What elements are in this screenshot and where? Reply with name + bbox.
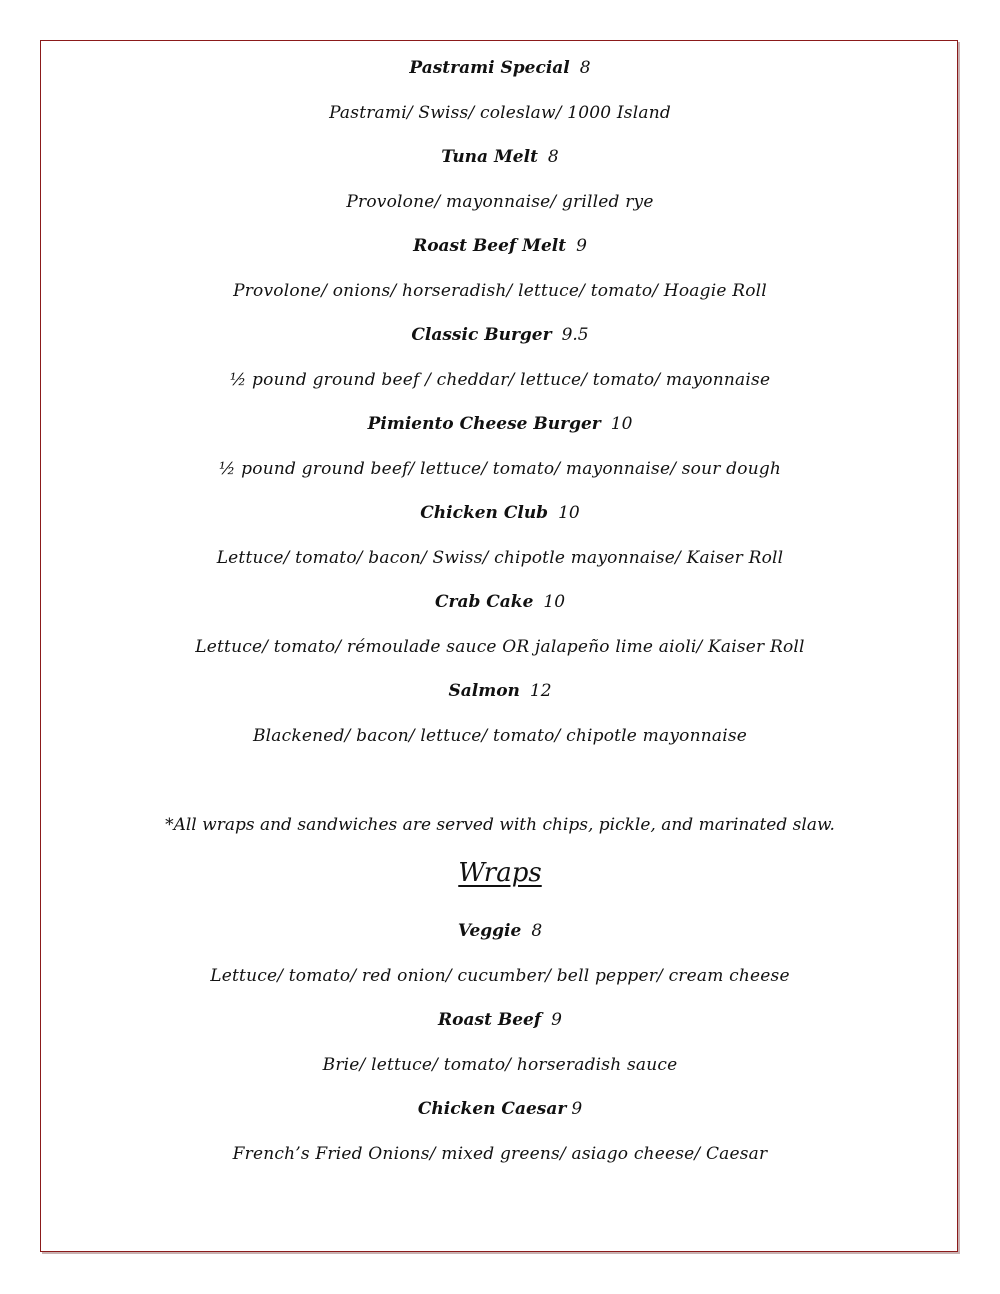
item-price: 8 <box>579 58 591 78</box>
item-description: Lettuce/ tomato/ red onion/ cucumber/ bell pepper/ cream cheese <box>210 966 790 986</box>
item-description: Provolone/ onions/ horseradish/ lettuce/ tomato/ Hoagie Roll <box>233 281 767 301</box>
item-name: Crab Cake <box>434 592 534 612</box>
item-price: 8 <box>547 147 559 167</box>
item-description: ½ pound ground beef / cheddar/ lettuce/ tomato/ mayonnaise <box>229 370 771 390</box>
item-price: 12 <box>529 681 552 701</box>
item-description: Provolone/ mayonnaise/ grilled rye <box>346 192 654 212</box>
item-description: Lettuce/ tomato/ rémoulade sauce OR jalapeño lime aioli/ Kaiser Roll <box>195 637 805 657</box>
item-price: 9 <box>551 1010 562 1030</box>
item-price: 8 <box>531 921 543 941</box>
item-name: Salmon <box>448 681 520 701</box>
menu-item-classic-burger <box>0 325 1000 345</box>
item-price: 10 <box>610 414 633 434</box>
item-description: Pastrami/ Swiss/ coleslaw/ 1000 Island <box>329 103 671 123</box>
menu-item-salmon <box>0 681 1000 701</box>
section-title-wraps: Wraps <box>458 858 542 888</box>
item-name: Roast Beef <box>438 1010 542 1030</box>
menu-item-tuna-melt <box>0 147 1000 167</box>
item-price: 10 <box>543 592 566 612</box>
menu-item-veggie <box>0 921 1000 941</box>
item-price: 9.5 <box>561 325 589 345</box>
menu-item-chicken-club <box>0 503 1000 523</box>
item-description: Lettuce/ tomato/ bacon/ Swiss/ chipotle mayonnaise/ Kaiser Roll <box>216 548 784 568</box>
item-name: Pastrami Special <box>409 58 570 78</box>
item-name: Veggie <box>457 921 522 941</box>
item-description: Blackened/ bacon/ lettuce/ tomato/ chipotle mayonnaise <box>252 726 748 746</box>
item-price: 9 <box>576 236 587 256</box>
menu-item-roast-beef-melt <box>0 236 1000 256</box>
item-name: Chicken Caesar <box>417 1099 567 1119</box>
item-name: Chicken Club <box>420 503 549 523</box>
item-price: 9 <box>571 1099 583 1119</box>
menu-item-pastrami-special <box>0 58 1000 78</box>
menu-item-chicken-caesar <box>0 1099 1000 1119</box>
item-name: Tuna Melt <box>441 147 538 167</box>
menu-item-pimiento-cheese-burger <box>0 414 1000 434</box>
served-with-note: *All wraps and sandwiches are served with chips, pickle, and marinated slaw. <box>165 815 835 835</box>
item-description: ½ pound ground beef/ lettuce/ tomato/ mayonnaise/ sour dough <box>218 459 782 479</box>
item-name: Pimiento Cheese Burger <box>367 414 601 434</box>
menu-item-crab-cake <box>0 592 1000 612</box>
item-description: Brie/ lettuce/ tomato/ horseradish sauce <box>322 1055 678 1075</box>
item-name: Roast Beef Melt <box>413 236 567 256</box>
item-description: French’s Fried Onions/ mixed greens/ asiago cheese/ Caesar <box>232 1144 768 1164</box>
item-name: Classic Burger <box>411 325 552 345</box>
menu-item-roast-beef <box>0 1010 1000 1030</box>
item-price: 10 <box>558 503 580 523</box>
